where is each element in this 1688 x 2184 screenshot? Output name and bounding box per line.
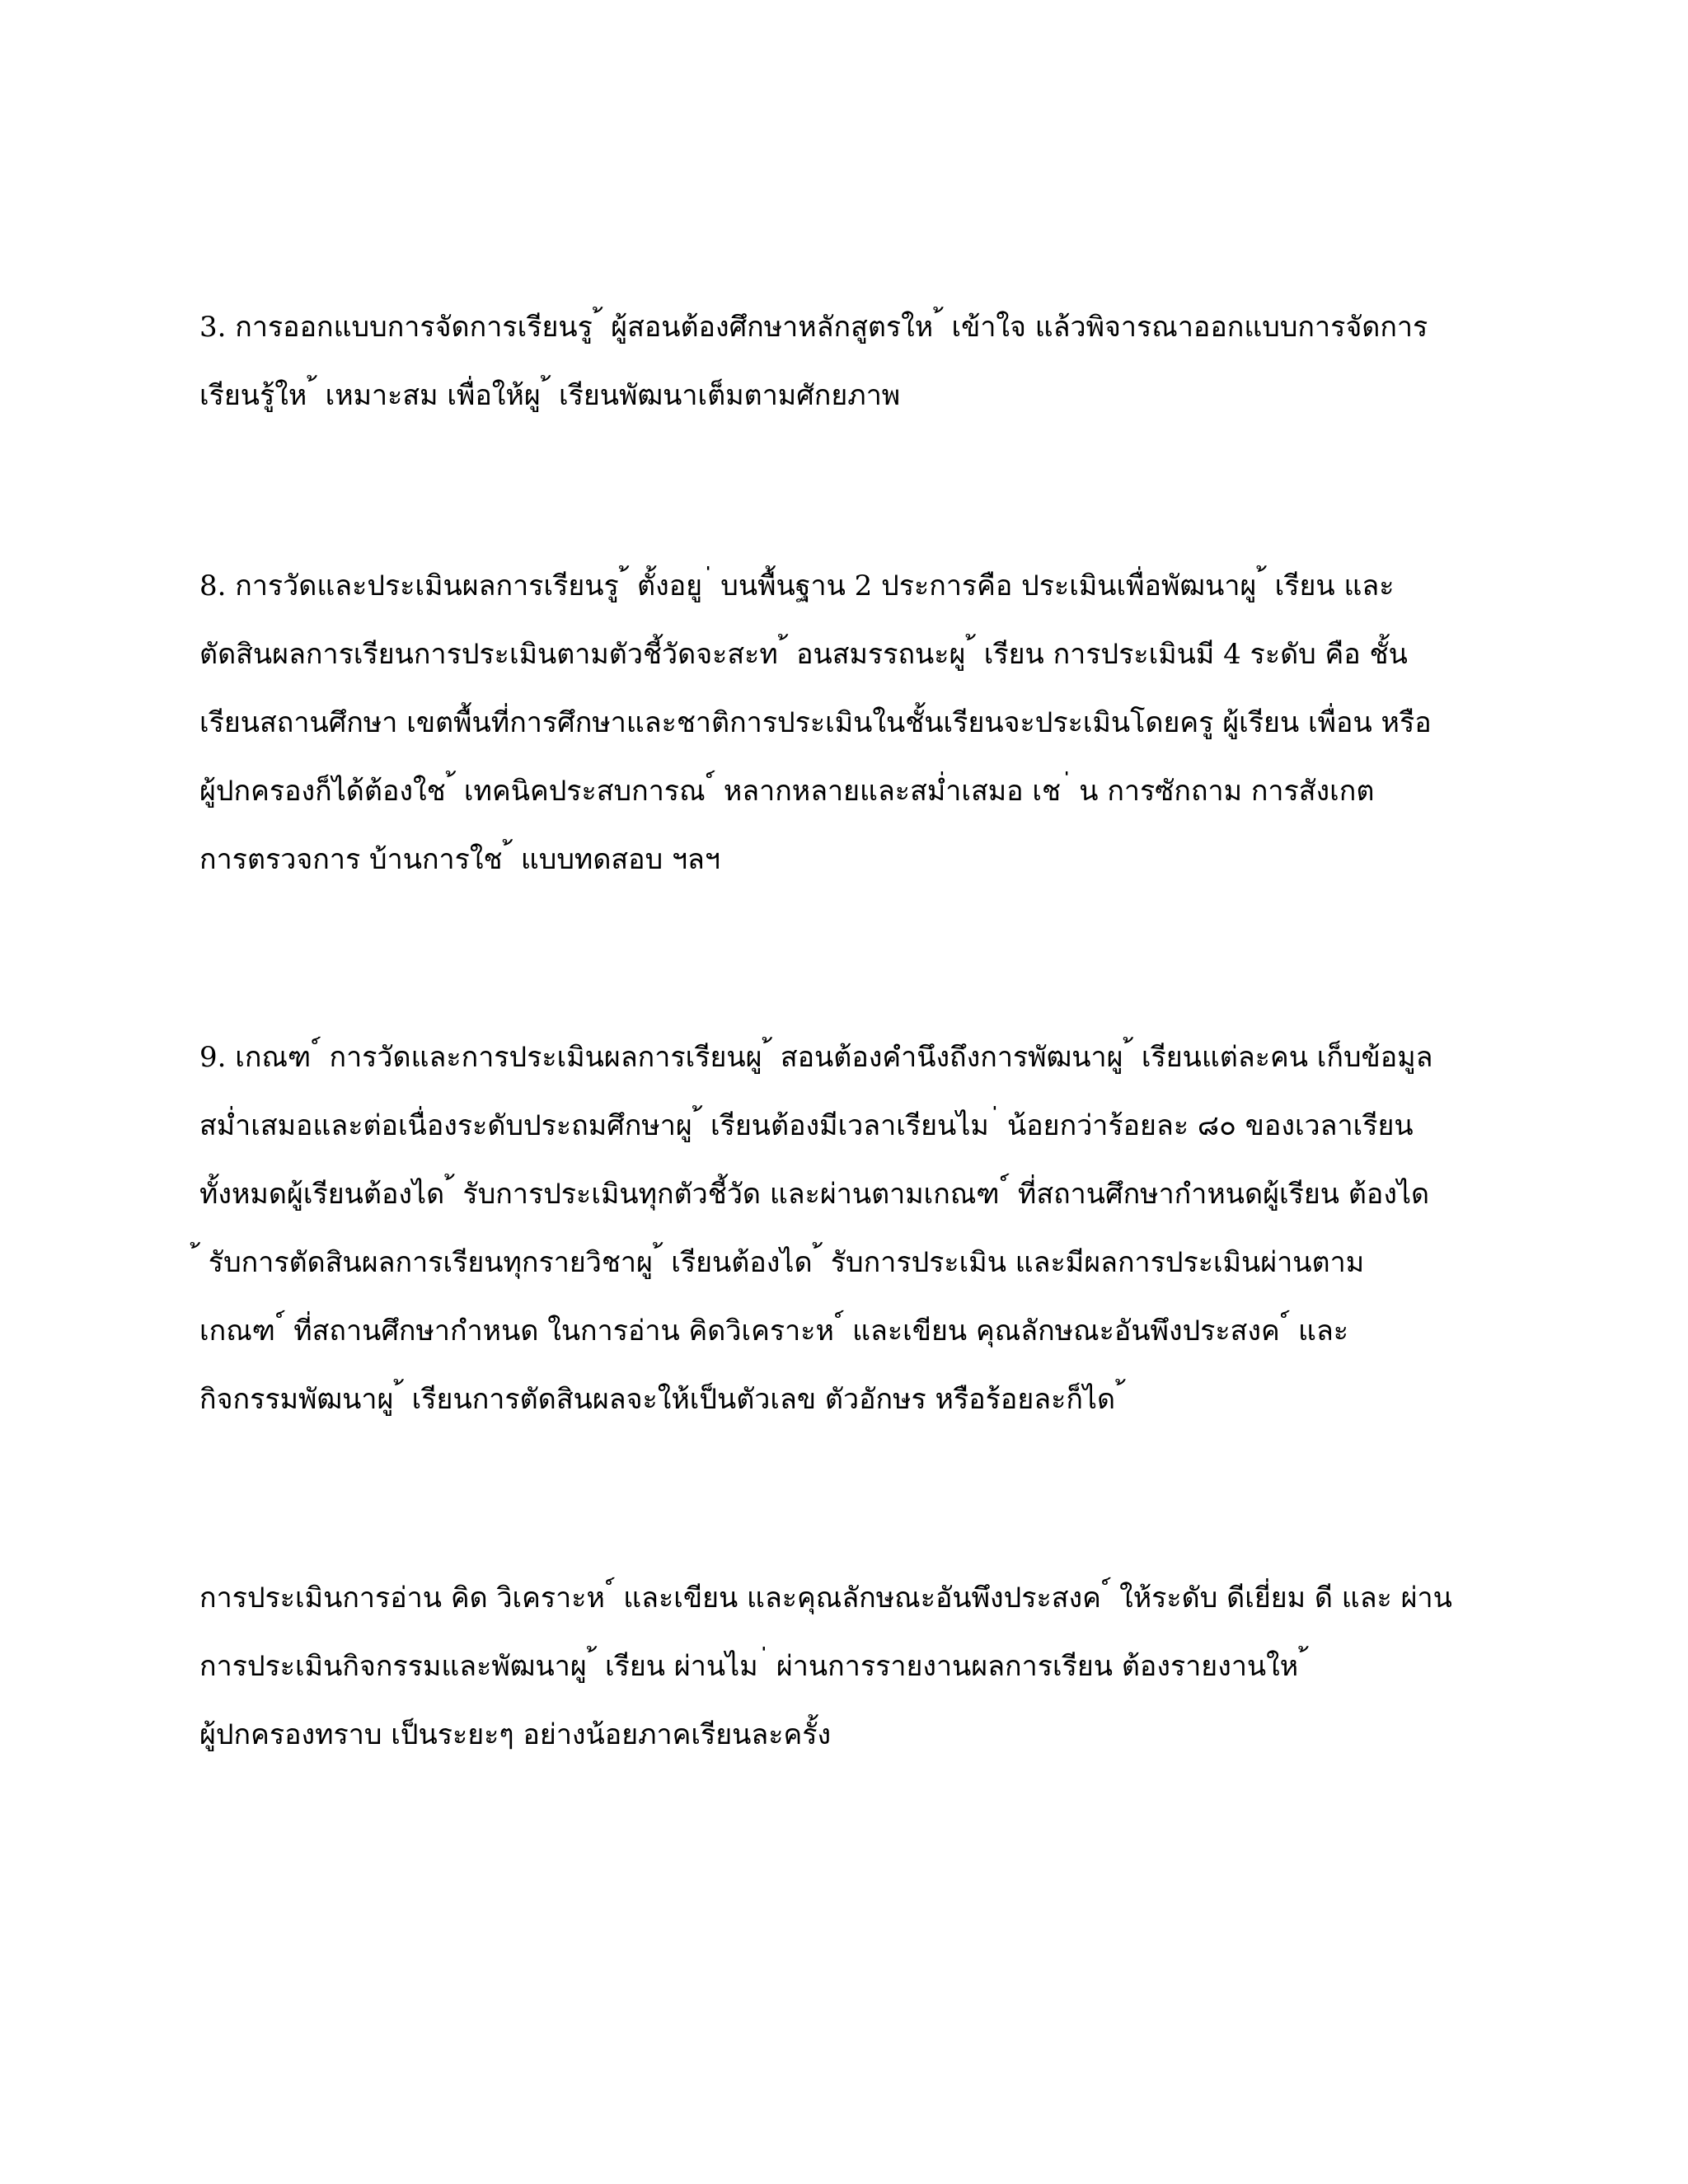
paragraph-line: ผู้ปกครองทราบ เป็นระยะๆ อย่างน้อยภาคเรียนละครั้ง <box>199 1718 832 1751</box>
paragraph-line: เรียนสถานศึกษา เขตพื้นที่การศึกษาและชาติการประเมินในชั้นเรียนจะประเมินโดยครู ผู้เรียน เพื่อน หรือ <box>199 706 1432 739</box>
paragraph-line: การประเมินกิจกรรมและพัฒนาผู ้ เรียน ผ่านไม ่ ผ่านการรายงานผลการเรียน ต้องรายงานให ้ <box>199 1650 1308 1683</box>
paragraph-line: ตัดสินผลการเรียนการประเมินตามตัวชี้วัดจะสะท ้ อนสมรรถนะผู ้ เรียน การประเมินมี 4 ระดับ คือ ชั้น <box>199 638 1408 671</box>
paragraph-assessment <box>199 552 1502 894</box>
paragraph-reading-assessment <box>199 1564 1502 1769</box>
paragraph-line: เกณฑ ์ ที่สถานศึกษากำหนด ในการอ่าน คิดวิเคราะห ์ และเขียน คุณลักษณะอันพึงประสงค ์ และ <box>199 1315 1349 1347</box>
paragraph-line: 8. การวัดและประเมินผลการเรียนรู ้ ตั้งอยู ่ บนพื้นฐาน 2 ประการคือ ประเมินเพื่อพัฒนาผู ้ เรียน และ <box>199 569 1395 602</box>
paragraph-line: ทั้งหมดผู้เรียนต้องได ้ รับการประเมินทุกตัวชี้วัด และผ่านตามเกณฑ ์ ที่สถานศึกษากำหนดผู้เรียน ต้องได <box>199 1178 1430 1211</box>
paragraph-line: 3. การออกแบบการจัดการเรียนรู ้ ผู้สอนต้องศึกษาหลักสูตรให ้ เข้าใจ แล้วพิจารณาออกแบบการจัดการ <box>199 311 1428 344</box>
paragraph-line: เรียนรู้ให ้ เหมาะสม เพื่อให้ผู ้ เรียนพัฒนาเต็มตามศักยภาพ <box>199 379 901 412</box>
paragraph-line: 9. เกณฑ ์ การวัดและการประเมินผลการเรียนผู ้ สอนต้องคำนึงถึงการพัฒนาผู ้ เรียนแต่ละคน เก็บข้อมูล <box>199 1041 1433 1074</box>
paragraph-line: การประเมินการอ่าน คิด วิเคราะห ์ และเขียน และคุณลักษณะอันพึงประสงค ์ ให้ระดับ ดีเยี่ยม ดี และ ผ่าน <box>199 1582 1452 1615</box>
paragraph-line: ผู้ปกครองก็ได้ต้องใช ้ เทคนิคประสบการณ ์ หลากหลายและสม่ำเสมอ เช ่ น การซักถาม การสังเกต <box>199 775 1375 808</box>
paragraph-line: กิจกรรมพัฒนาผู ้ เรียนการตัดสินผลจะให้เป็นตัวเลข ตัวอักษร หรือร้อยละก็ได ้ <box>199 1383 1125 1416</box>
paragraph-line: ้ รับการตัดสินผลการเรียนทุกรายวิชาผู ้ เรียนต้องได ้ รับการประเมิน และมีผลการประเมินผ่านตาม <box>199 1246 1365 1279</box>
paragraph-learning-design <box>199 293 1502 430</box>
paragraph-line: การตรวจการ บ้านการใช ้ แบบทดสอบ ฯลฯ <box>199 843 720 876</box>
paragraph-line: สม่ำเสมอและต่อเนื่องระดับประถมศึกษาผู ้ เรียนต้องมีเวลาเรียนไม ่ น้อยกว่าร้อยละ ๘๐ ของเวลาเรียน <box>199 1109 1414 1142</box>
paragraph-criteria <box>199 1024 1502 1434</box>
